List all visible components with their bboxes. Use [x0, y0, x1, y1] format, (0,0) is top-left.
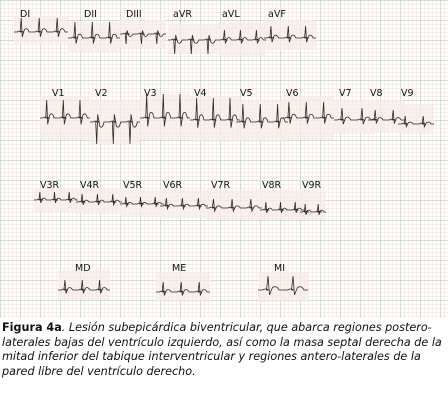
ecg-strip: [260, 190, 304, 220]
figure-label: Figura 4a: [2, 321, 62, 334]
lead-label-v8: V8: [370, 88, 383, 99]
ecg-strip: [398, 104, 434, 134]
ecg-strip: [156, 272, 210, 302]
lead-label-me: ME: [172, 263, 187, 274]
lead-label-v1: V1: [52, 88, 65, 99]
lead-label-v7r: V7R: [211, 180, 231, 191]
lead-label-v3r: V3R: [40, 180, 60, 191]
lead-label-v8r: V8R: [262, 180, 282, 191]
figure-caption: [2, 321, 448, 380]
lead-label-diii: DIII: [126, 9, 142, 20]
lead-label-v4r: V4R: [80, 180, 100, 191]
lead-label-avl: aVL: [222, 9, 240, 20]
lead-label-avf: aVF: [268, 9, 286, 20]
ecg-strip: [58, 270, 110, 300]
lead-label-v5: V5: [240, 88, 253, 99]
lead-label-v2: V2: [95, 88, 108, 99]
lead-label-di: DI: [20, 9, 31, 20]
lead-label-v9: V9: [401, 88, 414, 99]
ecg-strip: [300, 190, 326, 220]
lead-label-v6: V6: [286, 88, 299, 99]
lead-label-v9r: V9R: [302, 180, 322, 191]
lead-label-dii: DII: [84, 9, 97, 20]
lead-label-md: MD: [75, 263, 91, 274]
lead-label-v6r: V6R: [163, 180, 183, 191]
lead-label-v5r: V5R: [123, 180, 143, 191]
lead-label-v4: V4: [194, 88, 207, 99]
lead-label-v7: V7: [339, 88, 352, 99]
lead-label-avr: aVR: [173, 9, 192, 20]
figure-caption-text: . Lesión subepicárdica biventricular, que abarca regiones postero-laterales bajas del ventrículo izquierdo, así como la masa septal derecha de la mitad inferior del tabique interventricular y regiones antero-laterales de la pared libre del ventrículo derecho.: [2, 321, 442, 379]
lead-label-v3: V3: [144, 88, 157, 99]
lead-label-mi: MI: [274, 263, 285, 274]
